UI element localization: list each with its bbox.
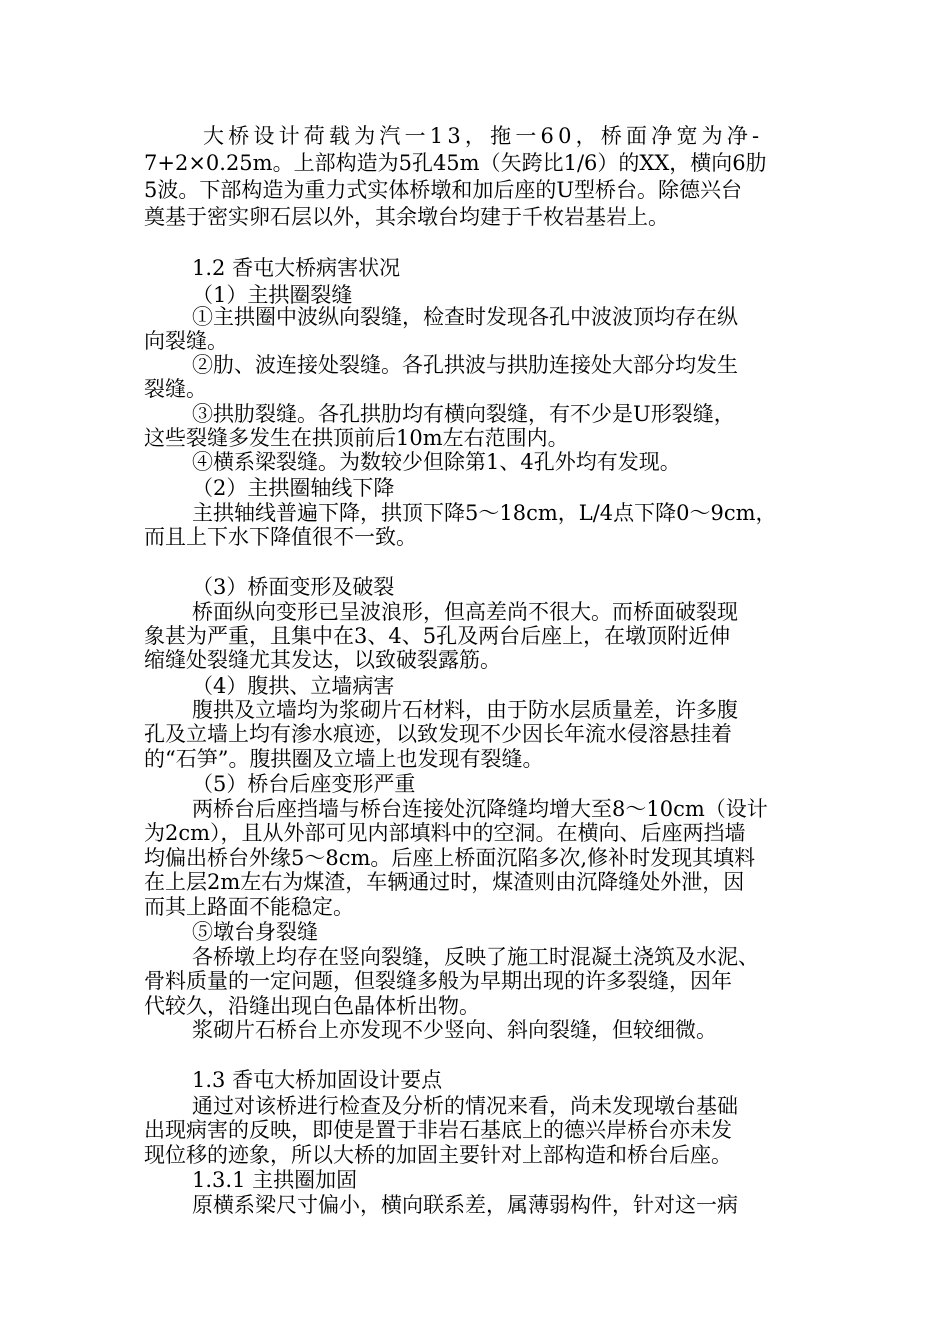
paragraph-line: 浆砌片石桥台上亦发现不少竖向、斜向裂缝，但较细微。 bbox=[192, 1018, 717, 1042]
paragraph-line: 各桥墩上均存在竖向裂缝，反映了施工时混凝土浇筑及水泥、 bbox=[192, 945, 759, 969]
paragraph-line: 奠基于密实卵石层以外，其余墩台均建于千枚岩基岩上。 bbox=[144, 205, 669, 229]
paragraph-line: 桥面纵向变形已呈波浪形，但高差尚不很大。而桥面破裂现 bbox=[192, 600, 738, 624]
subsection-heading: （3）桥面变形及破裂 bbox=[192, 575, 395, 599]
paragraph-line: 的“石笋”。腹拱圈及立墙上也发现有裂缝。 bbox=[144, 747, 544, 771]
paragraph-line: 为2cm），且从外部可见内部填料中的空洞。在横向、后座两挡墙 bbox=[144, 821, 746, 845]
paragraph-line: 骨料质量的一定问题，但裂缝多般为早期出现的许多裂缝，因年 bbox=[144, 969, 732, 993]
paragraph-line: 代较久，沿缝出现白色晶体析出物。 bbox=[144, 994, 480, 1018]
subsection-heading: 1.3.1 主拱圈加固 bbox=[192, 1168, 358, 1192]
paragraph-line: 而其上路面不能稳定。 bbox=[144, 895, 354, 919]
paragraph-line: 裂缝。 bbox=[144, 377, 207, 401]
paragraph-line: 5波。下部构造为重力式实体桥墩和加后座的U型桥台。除德兴台 bbox=[144, 178, 743, 202]
subsection-heading: （4）腹拱、立墙病害 bbox=[192, 674, 395, 698]
paragraph-line: 通过对该桥进行检查及分析的情况来看，尚未发现墩台基础 bbox=[192, 1094, 738, 1118]
paragraph-line: 向裂缝。 bbox=[144, 329, 228, 353]
paragraph-line: 象甚为严重，且集中在3、4、5孔及两台后座上，在墩顶附近伸 bbox=[144, 624, 731, 648]
section-heading: 1.2 香屯大桥病害状况 bbox=[192, 256, 401, 280]
subsection-heading: ⑤墩台身裂缝 bbox=[192, 920, 318, 944]
subsection-heading: （5）桥台后座变形严重 bbox=[192, 772, 416, 796]
paragraph-line: 而且上下水下降值很不一致。 bbox=[144, 525, 417, 549]
section-heading: 1.3 香屯大桥加固设计要点 bbox=[192, 1068, 443, 1092]
paragraph-line: 原横系梁尺寸偏小，横向联系差，属薄弱构件，针对这一病 bbox=[192, 1193, 738, 1217]
paragraph-line: ④横系梁裂缝。为数较少但除第1、4孔外均有发现。 bbox=[192, 450, 681, 474]
paragraph-line: 腹拱及立墙均为浆砌片石材料，由于防水层质量差，许多腹 bbox=[192, 698, 738, 722]
subsection-heading: （1）主拱圈裂缝 bbox=[192, 283, 353, 307]
paragraph-line: 大桥设计荷载为汽一13，拖一60，桥面净宽为净- bbox=[203, 124, 764, 148]
paragraph-line: 两桥台后座挡墙与桥台连接处沉降缝均增大至8～10cm（设计 bbox=[192, 797, 768, 821]
paragraph-line: 孔及立墙上均有渗水痕迹，以致发现不少因长年流水侵溶悬挂着 bbox=[144, 722, 732, 746]
paragraph-line: 在上层2m左右为煤渣，车辆通过时，煤渣则由沉降缝处外泄，因 bbox=[144, 870, 745, 894]
paragraph-line: 出现病害的反映，即使是置于非岩石基底上的德兴岸桥台亦未发 bbox=[144, 1118, 732, 1142]
paragraph-line: ②肋、波连接处裂缝。各孔拱波与拱肋连接处大部分均发生 bbox=[192, 353, 738, 377]
paragraph-line: 主拱轴线普遍下降，拱顶下降5～18cm，L/4点下降0～9cm， bbox=[192, 501, 777, 525]
paragraph-line: ①主拱圈中波纵向裂缝，检查时发现各孔中波波顶均存在纵 bbox=[192, 305, 738, 329]
subsection-heading: （2）主拱圈轴线下降 bbox=[192, 476, 395, 500]
paragraph-line: 7+2×0.25m。上部构造为5孔45m（矢跨比1/6）的XX，横向6肋 bbox=[144, 151, 767, 175]
paragraph-line: 这些裂缝多发生在拱顶前后10m左右范围内。 bbox=[144, 426, 569, 450]
paragraph-line: 均偏出桥台外缘5～8cm。后座上桥面沉陷多次,修补时发现其填料 bbox=[144, 846, 756, 870]
paragraph-line: ③拱肋裂缝。各孔拱肋均有横向裂缝，有不少是U形裂缝， bbox=[192, 402, 735, 426]
paragraph-line: 现位移的迹象，所以大桥的加固主要针对上部构造和桥台后座。 bbox=[144, 1143, 732, 1167]
paragraph-line: 缩缝处裂缝尤其发达，以致破裂露筋。 bbox=[144, 648, 501, 672]
